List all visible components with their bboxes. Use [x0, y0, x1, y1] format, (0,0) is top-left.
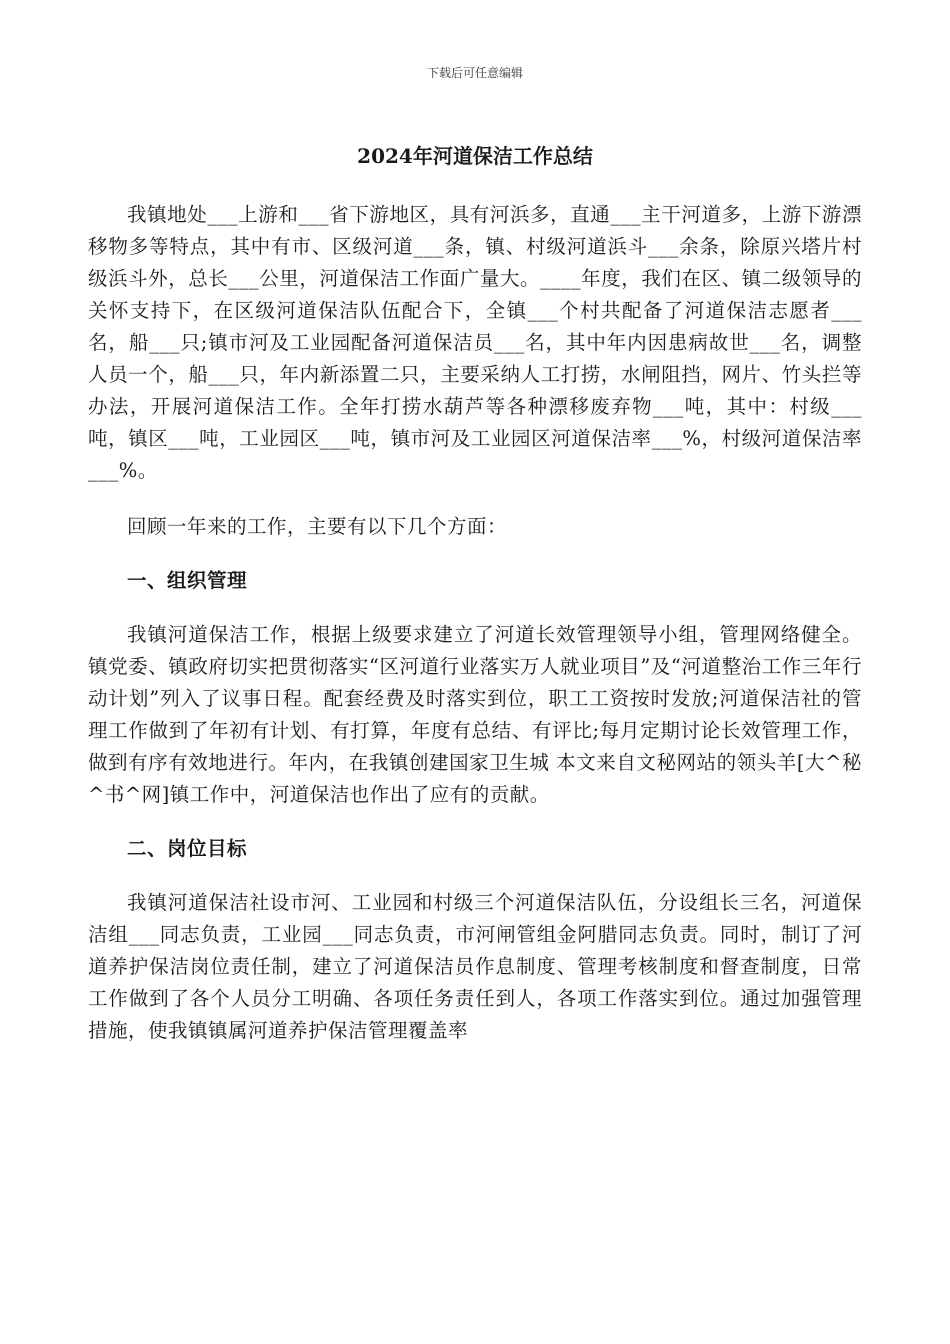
document-body	[88, 199, 862, 1047]
intro-paragraph: 我镇地处___上游和___省下游地区，具有河浜多，直通___主干河道多，上游下游漂移物多等特点，其中有市、区级河道___条，镇、村级河道浜斗___余条，除原兴塔片村级浜斗外，总长___公里，河道保洁工作面广量大。____年度，我们在区、镇二级领导的关怀支持下，在区级河道保洁队伍配合下，全镇___个村共配备了河道保洁志愿者___名，船___只;镇市河及工业园配备河道保洁员___名，其中年内因患病故世___名，调整人员一个，船___只，年内新添置二只，主要采纳人工打捞，水闸阻挡，网片、竹头拦等办法，开展河道保洁工作。全年打捞水葫芦等各种漂移废弃物___吨，其中：村级___吨，镇区___吨，工业园区___吨，镇市河及工业园区河道保洁率___%，村级河道保洁率___%。	[88, 203, 862, 482]
section-heading-positions: 二、岗位目标	[127, 837, 248, 860]
organization-paragraph: 我镇河道保洁工作，根据上级要求建立了河道长效管理领导小组，管理网络健全。镇党委、镇政府切实把贯彻落实“区河道行业落实万人就业项目”及“河道整治工作三年行动计划”列入了议事日程。配套经费及时落实到位，职工工资按时发放;河道保洁社的管理工作做到了年初有计划、有打算，年度有总结、有评比;每月定期讨论长效管理工作，做到有序有效地进行。年内，在我镇创建国家卫生城 本文来自文秘网站的领头羊[大^秘^书^网]镇工作中，河道保洁也作出了应有的贡献。	[88, 623, 862, 806]
header-note: 下载后可任意编辑	[426, 66, 523, 80]
document-title: 2024年河道保洁工作总结	[357, 144, 593, 168]
positions-paragraph: 我镇河道保洁社设市河、工业园和村级三个河道保洁队伍，分设组长三名，河道保洁组___同志负责，工业园___同志负责，市河闸管组金阿腊同志负责。同时，制订了河道养护保洁岗位责任制，建立了河道保洁员作息制度、管理考核制度和督查制度，日常工作做到了各个人员分工明确、各项任务责任到人，各项工作落实到位。通过加强管理措施，使我镇镇属河道养护保洁管理覆盖率	[88, 891, 862, 1042]
section-heading-organization: 一、组织管理	[127, 569, 248, 592]
review-paragraph: 回顾一年来的工作，主要有以下几个方面：	[127, 515, 508, 538]
